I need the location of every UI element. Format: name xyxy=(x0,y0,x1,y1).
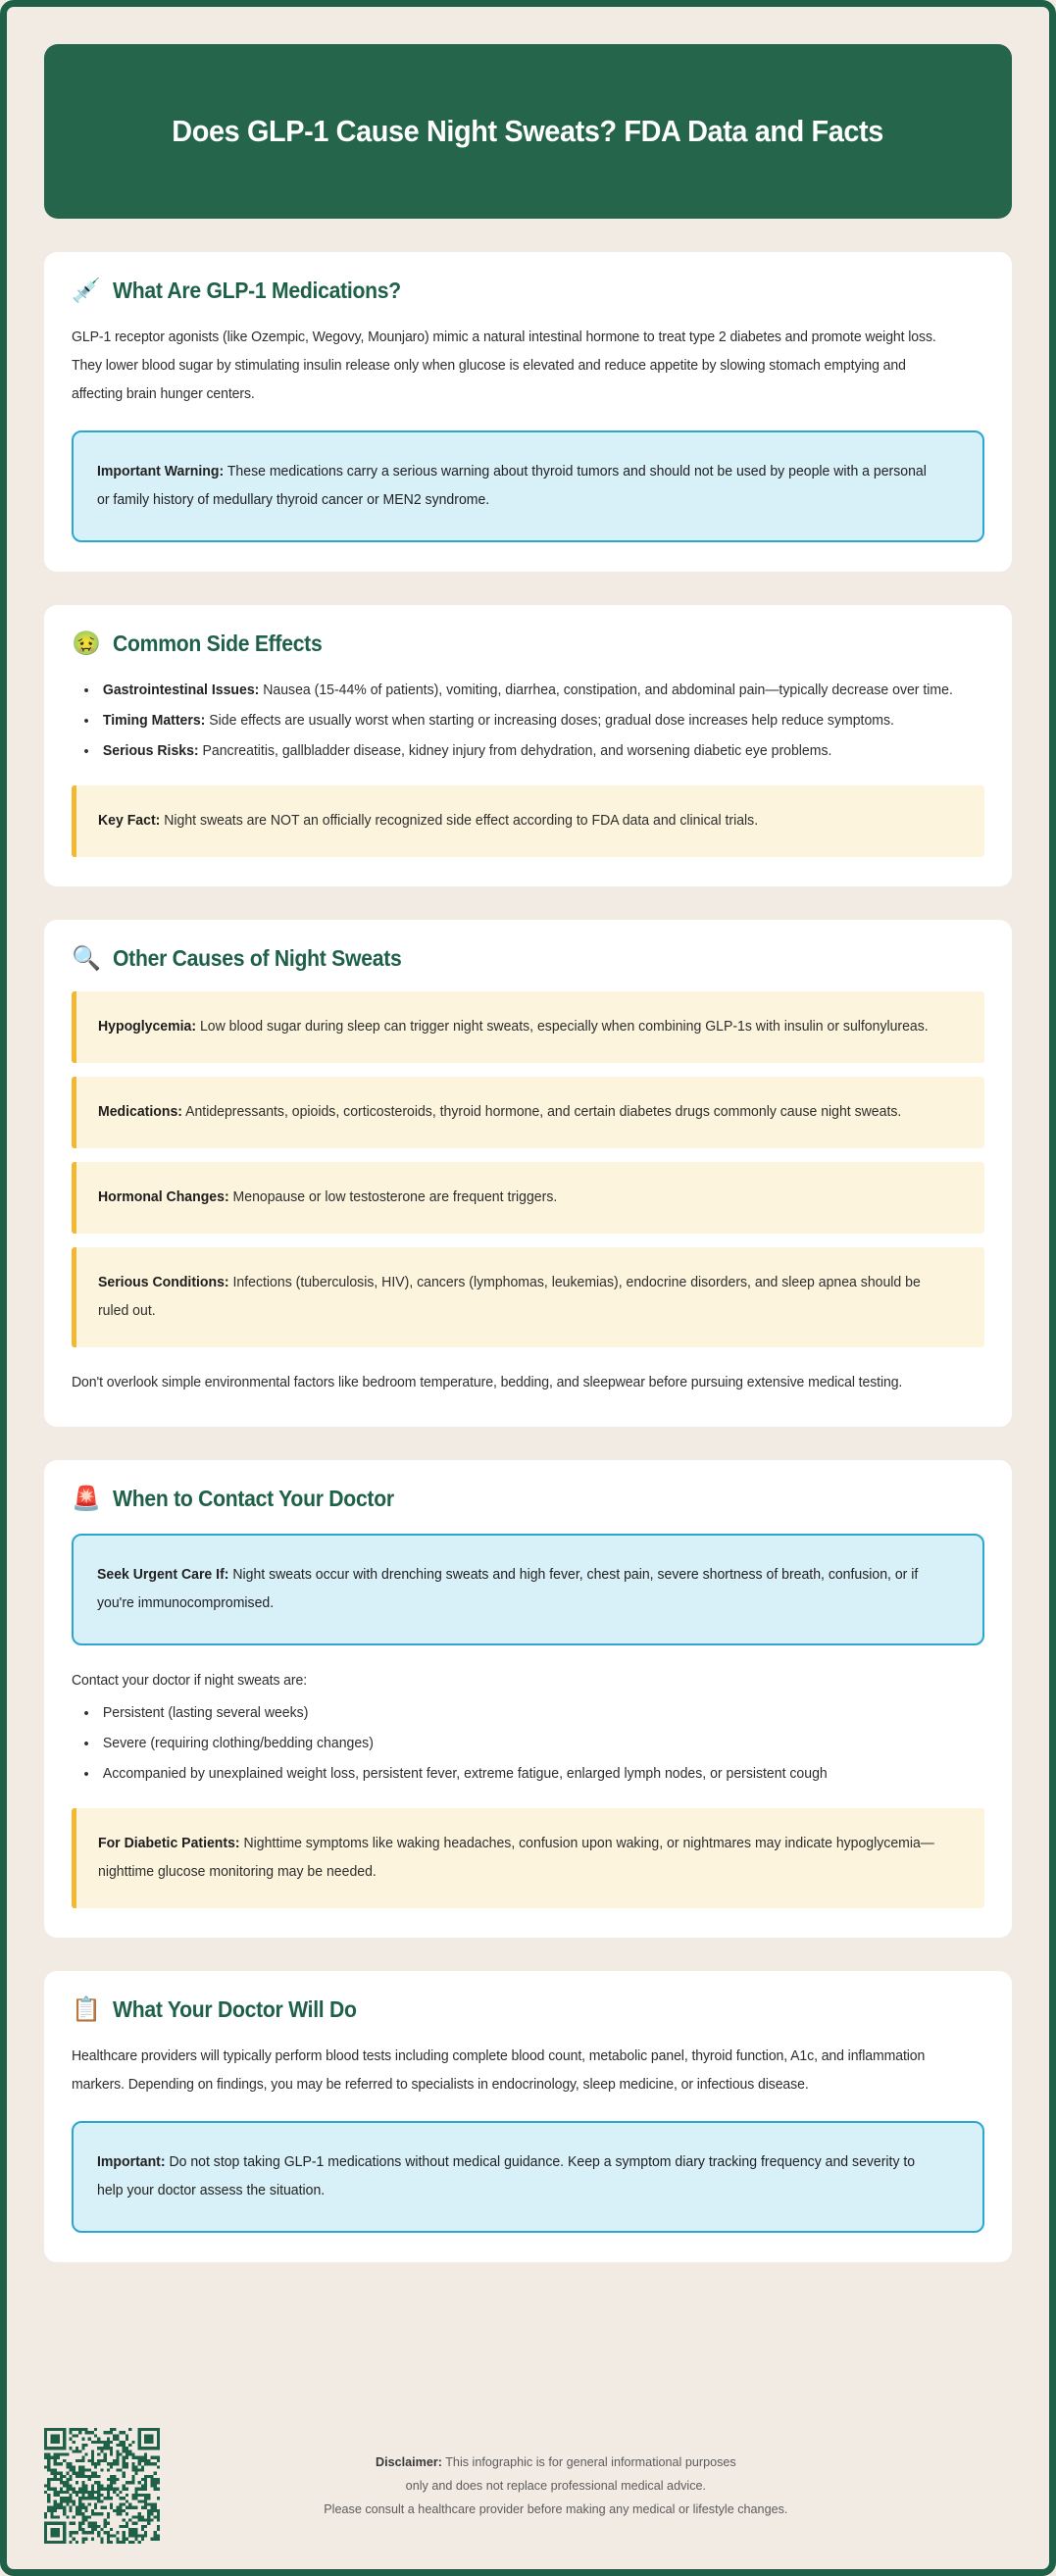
list-item xyxy=(99,737,958,766)
list-item-label: Serious Risks: xyxy=(102,743,199,759)
callout-text xyxy=(98,1269,937,1326)
disclaimer-line-1: This infographic is for general informational purposes xyxy=(441,2453,736,2469)
cause-label: Hypoglycemia: xyxy=(98,1019,197,1035)
magnifying-glass-icon: 🔍 xyxy=(72,944,101,972)
section-header xyxy=(72,631,984,657)
list-item: • Accompanied by unexplained weight loss, persistent fever, extreme fatigue, enlarged lymph nodes, or persistent cough xyxy=(99,1760,958,1789)
section-paragraph: Healthcare providers will typically perform blood tests including complete blood count, metabolic panel, thyroid function, A1c, and inflammation markers. Depending on findings, you may be referred to specialists in endocrinology, sleep medicine, or infectious disease. xyxy=(72,2048,926,2093)
list-item xyxy=(99,677,958,705)
callout-body: Nighttime symptoms like waking headaches, confusion upon waking, or nightmares may indicate hypoglycemia—nighttime glucose monitoring may be needed. xyxy=(98,1836,934,1880)
page-title: Does GLP-1 Cause Night Sweats? FDA Data and Facts xyxy=(172,113,884,148)
disclaimer-label: Disclaimer: xyxy=(375,2453,442,2469)
callout-body: These medications carry a serious warning about thyroid tumors and should not be used by people with a personal or family history of medullary thyroid cancer or MEN2 syndrome. xyxy=(97,464,927,508)
callout-text xyxy=(98,807,758,835)
side-effects-list xyxy=(72,677,984,766)
list-item-label: Timing Matters: xyxy=(102,713,206,729)
callout-text xyxy=(98,1098,901,1127)
list-item-text: Side effects are usually worst when starting or increasing doses; gradual dose increases help reduce symptoms. xyxy=(205,713,894,729)
section-paragraph: GLP-1 receptor agonists (like Ozempic, Wegovy, Mounjaro) mimic a natural intestinal hormone to treat type 2 diabetes and promote weight loss. They lower blood sugar by stimulating insulin release only when glucose is elevated and reduce appetite by slowing stomach emptying and affecting brain hunger centers. xyxy=(72,329,936,402)
cause-text: Low blood sugar during sleep can trigger night sweats, especially when combining GLP-1s with insulin or sulfonylureas. xyxy=(196,1019,929,1035)
header-banner xyxy=(44,44,1012,219)
callout-text xyxy=(97,1561,933,1618)
qr-code[interactable] xyxy=(44,2428,160,2544)
cause-label: Medications: xyxy=(98,1104,182,1120)
section-header xyxy=(72,278,984,304)
callout-text xyxy=(97,2148,933,2205)
section-header xyxy=(72,945,984,972)
footer xyxy=(26,2406,1030,2569)
causes-list xyxy=(72,991,984,1347)
list-item: • Persistent (lasting several weeks) xyxy=(99,1699,958,1728)
callout-text xyxy=(98,1013,929,1041)
section-common-side-effects xyxy=(44,605,1012,886)
cause-text: Infections (tuberculosis, HIV), cancers (lymphomas, leukemias), endocrine disorders, and sleep apnea should be ruled out. xyxy=(98,1275,921,1319)
cause-text: Menopause or low testosterone are frequent triggers. xyxy=(228,1189,558,1205)
section-title: Common Side Effects xyxy=(112,631,323,656)
clipboard-icon: 📋 xyxy=(72,1995,101,2023)
callout-text xyxy=(98,1830,937,1887)
cause-item-hormonal-changes xyxy=(72,1162,984,1234)
disclaimer-text xyxy=(198,2450,1000,2521)
callout-text xyxy=(98,1184,557,1212)
callout-label: Seek Urgent Care If: xyxy=(97,1567,229,1583)
callout-label: Important Warning: xyxy=(97,464,225,480)
key-fact-callout xyxy=(72,785,984,857)
callout-label: Key Fact: xyxy=(98,813,161,829)
seek-urgent-care-callout xyxy=(72,1534,984,1645)
disclaimer-line-3: Please consult a healthcare provider before making any medical or lifestyle changes. xyxy=(324,2501,788,2517)
cause-label: Serious Conditions: xyxy=(98,1275,229,1290)
callout-text xyxy=(97,458,933,515)
list-item: • Severe (requiring clothing/bedding changes) xyxy=(99,1730,958,1758)
list-item xyxy=(99,707,958,735)
section-title: What Are GLP-1 Medications? xyxy=(112,278,401,303)
important-callout xyxy=(72,2121,984,2233)
closing-paragraph: Don't overlook simple environmental factors like bedroom temperature, bedding, and sleepwear before pursuing extensive medical testing. xyxy=(72,1375,903,1390)
cause-item-hypoglycemia xyxy=(72,991,984,1063)
contact-doctor-list xyxy=(72,1699,984,1789)
section-title: When to Contact Your Doctor xyxy=(112,1486,394,1511)
callout-body: Night sweats occur with drenching sweats and high fever, chest pain, severe shortness of breath, confusion, or if you're immunocompromised. xyxy=(97,1567,919,1611)
cause-item-serious-conditions xyxy=(72,1247,984,1347)
list-item-label: Gastrointestinal Issues: xyxy=(102,682,260,698)
cause-item-medications xyxy=(72,1077,984,1148)
callout-label: For Diabetic Patients: xyxy=(98,1836,240,1851)
callout-body: Do not stop taking GLP-1 medications without medical guidance. Keep a symptom diary tracking frequency and severity to help your doctor assess the situation. xyxy=(97,2154,916,2198)
section-header xyxy=(72,1486,984,1512)
disclaimer-line-2: only and does not replace professional medical advice. xyxy=(405,2477,707,2493)
list-intro: Contact your doctor if night sweats are: xyxy=(72,1673,308,1689)
nauseated-face-icon: 🤢 xyxy=(72,630,101,657)
section-other-causes xyxy=(44,920,1012,1427)
section-header xyxy=(72,1996,984,2023)
rotating-light-icon: 🚨 xyxy=(72,1485,101,1512)
section-title: What Your Doctor Will Do xyxy=(112,1996,357,2022)
cause-label: Hormonal Changes: xyxy=(98,1189,229,1205)
section-what-doctor-will-do xyxy=(44,1971,1012,2262)
section-title: Other Causes of Night Sweats xyxy=(112,945,402,971)
list-item-text: Nausea (15-44% of patients), vomiting, diarrhea, constipation, and abdominal pain—typically decrease over time. xyxy=(259,682,953,698)
cause-text: Antidepressants, opioids, corticosteroids, thyroid hormone, and certain diabetes drugs commonly cause night sweats. xyxy=(181,1104,902,1120)
callout-body: Night sweats are NOT an officially recognized side effect according to FDA data and clinical trials. xyxy=(160,813,759,829)
list-item-text: Pancreatitis, gallbladder disease, kidney injury from dehydration, and worsening diabetic eye problems. xyxy=(198,743,832,759)
syringe-icon: 💉 xyxy=(72,277,101,304)
diabetic-patients-callout xyxy=(72,1808,984,1908)
section-when-to-contact-doctor xyxy=(44,1460,1012,1938)
callout-label: Important: xyxy=(97,2154,166,2170)
section-what-are-glp1 xyxy=(44,252,1012,572)
important-warning-callout xyxy=(72,430,984,542)
